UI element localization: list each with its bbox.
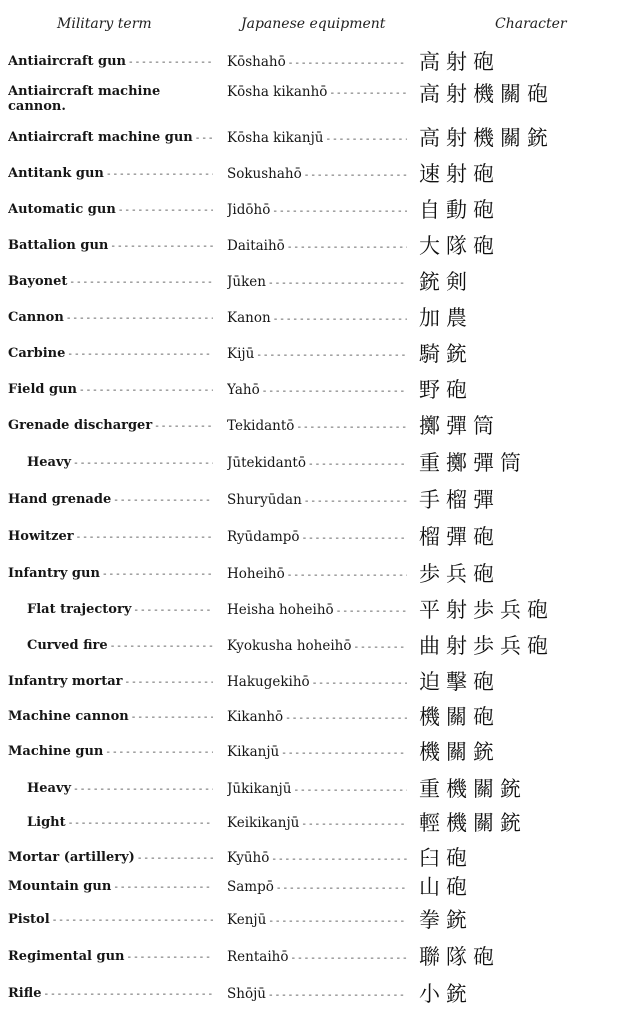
- kanji-character: 高射砲: [419, 50, 500, 74]
- kanji-character: 榴彈砲: [419, 525, 500, 549]
- military-term: Hand grenade - - -: [8, 492, 213, 507]
- kanji-character: 高射機關銃: [419, 126, 554, 150]
- military-term: Carbine - - -: [8, 346, 213, 361]
- table-row: [0, 740, 640, 781]
- military-term: Infantry gun - - -: [8, 566, 213, 581]
- military-term: Machine cannon - - -: [8, 709, 213, 724]
- japanese-equipment: Sampō - - -: [227, 879, 407, 895]
- military-term: Antiaircraft gun - - -: [8, 54, 213, 69]
- table-row: [0, 198, 640, 238]
- japanese-equipment: Jūken - - -: [227, 274, 407, 290]
- kanji-character: 迫擊砲: [419, 670, 500, 694]
- header-character: Character: [495, 16, 567, 32]
- military-term: Antiaircraft machine gun - - -: [8, 130, 213, 145]
- military-term: Cannon - - -: [8, 310, 213, 325]
- table-row: [0, 982, 640, 1016]
- military-term: Howitzer - - -: [8, 529, 213, 544]
- kanji-character: 擲彈筒: [419, 414, 500, 438]
- japanese-equipment: Daitaihō - - -: [227, 238, 407, 254]
- table-row: [0, 451, 640, 492]
- military-term: Rifle - - -: [8, 986, 213, 1001]
- table-row: [0, 342, 640, 382]
- japanese-equipment: Rentaihō - - -: [227, 949, 407, 965]
- military-term: Mountain gun - - -: [8, 879, 213, 894]
- japanese-equipment: Kyūhō - - -: [227, 850, 407, 866]
- japanese-equipment: Keikikanjū - - -: [227, 815, 407, 831]
- military-term: Heavy - - -: [27, 781, 213, 796]
- kanji-character: 輕機關銃: [419, 811, 527, 835]
- japanese-equipment: Yahō - - -: [227, 382, 407, 398]
- japanese-equipment: Kōsha kikanhō - - -: [227, 84, 407, 100]
- kanji-character: 自動砲: [419, 198, 500, 222]
- japanese-equipment: Kōshahō - - -: [227, 54, 407, 70]
- japanese-equipment: Ryūdampō - - -: [227, 529, 407, 545]
- table-row: [0, 777, 640, 815]
- japanese-equipment: Tekidantō - - -: [227, 418, 407, 434]
- kanji-character: 機關砲: [419, 705, 500, 729]
- table-row: [0, 270, 640, 310]
- japanese-equipment: Jūtekidantō - - -: [227, 455, 407, 471]
- military-term: Antitank gun - - -: [8, 166, 213, 181]
- japanese-equipment: Heisha hoheihō - - -: [227, 602, 407, 618]
- kanji-character: 聯隊砲: [419, 945, 500, 969]
- kanji-character: 曲射歩兵砲: [419, 634, 554, 658]
- kanji-character: 加農: [419, 306, 473, 330]
- kanji-character: 山砲: [419, 875, 473, 899]
- table-row: [0, 634, 640, 674]
- military-term: Antiaircraft machine cannon.: [8, 84, 161, 114]
- kanji-character: 平射歩兵砲: [419, 598, 554, 622]
- japanese-equipment: Kyokusha hoheihō - - -: [227, 638, 407, 654]
- kanji-character: 騎銃: [419, 342, 473, 366]
- kanji-character: 重擲彈筒: [419, 451, 527, 475]
- military-term: Battalion gun - - -: [8, 238, 213, 253]
- military-term: Heavy - - -: [27, 455, 213, 470]
- table-row: [0, 306, 640, 346]
- table-row: [0, 908, 640, 949]
- header-japanese-equipment: Japanese equipment: [241, 16, 386, 32]
- kanji-character: 臼砲: [419, 846, 473, 870]
- glossary-table: [0, 50, 640, 1016]
- japanese-equipment: Kikanhō - - -: [227, 709, 407, 725]
- table-row: [0, 525, 640, 566]
- military-term: Curved fire - - -: [27, 638, 213, 653]
- japanese-equipment: Kikanjū - - -: [227, 744, 407, 760]
- japanese-equipment: Sokushahō - - -: [227, 166, 407, 182]
- military-term: Automatic gun - - -: [8, 202, 213, 217]
- table-row: [0, 234, 640, 274]
- table-row: [0, 705, 640, 744]
- table-row: [0, 488, 640, 529]
- kanji-character: 手榴彈: [419, 488, 500, 512]
- table-header: [0, 16, 640, 36]
- japanese-equipment: Shuryūdan - - -: [227, 492, 407, 508]
- table-row: [0, 811, 640, 850]
- military-term: Light - - -: [27, 815, 213, 830]
- kanji-character: 速射砲: [419, 162, 500, 186]
- kanji-character: 銃剣: [419, 270, 473, 294]
- japanese-equipment: Kijū - - -: [227, 346, 407, 362]
- table-row: [0, 414, 640, 455]
- military-term: Infantry mortar - - -: [8, 674, 213, 689]
- table-row: [0, 670, 640, 709]
- military-term: Flat trajectory - - -: [27, 602, 213, 617]
- kanji-character: 機關銃: [419, 740, 500, 764]
- kanji-character: 拳銃: [419, 908, 473, 932]
- kanji-character: 大隊砲: [419, 234, 500, 258]
- kanji-character: 高射機關砲: [419, 82, 554, 106]
- header-military-term: Military term: [57, 16, 152, 32]
- military-term: Field gun - - -: [8, 382, 213, 397]
- kanji-character: 小銃: [419, 982, 473, 1006]
- japanese-equipment: Shōjū - - -: [227, 986, 407, 1002]
- table-row: [0, 846, 640, 879]
- table-row: [0, 126, 640, 166]
- japanese-equipment: Hakugekihō - - -: [227, 674, 407, 690]
- japanese-equipment: Kenjū - - -: [227, 912, 407, 928]
- military-term: Pistol - - -: [8, 912, 213, 927]
- military-term: Regimental gun - - -: [8, 949, 213, 964]
- japanese-equipment: Kōsha kikanjū - - -: [227, 130, 407, 146]
- military-term: Grenade discharger - - -: [8, 418, 213, 433]
- kanji-character: 重機關銃: [419, 777, 527, 801]
- military-term: Bayonet - - -: [8, 274, 213, 289]
- table-row: [0, 378, 640, 418]
- japanese-equipment: Jūkikanjū - - -: [227, 781, 407, 797]
- military-term: Machine gun - - -: [8, 744, 213, 759]
- table-row: [0, 162, 640, 202]
- japanese-equipment: Kanon - - -: [227, 310, 407, 326]
- kanji-character: 野砲: [419, 378, 473, 402]
- military-term: Mortar (artillery) - - -: [8, 850, 213, 865]
- japanese-equipment: Jidōhō - - -: [227, 202, 407, 218]
- kanji-character: 歩兵砲: [419, 562, 500, 586]
- japanese-equipment: Hoheihō - - -: [227, 566, 407, 582]
- table-row: [0, 945, 640, 986]
- table-row: [0, 875, 640, 912]
